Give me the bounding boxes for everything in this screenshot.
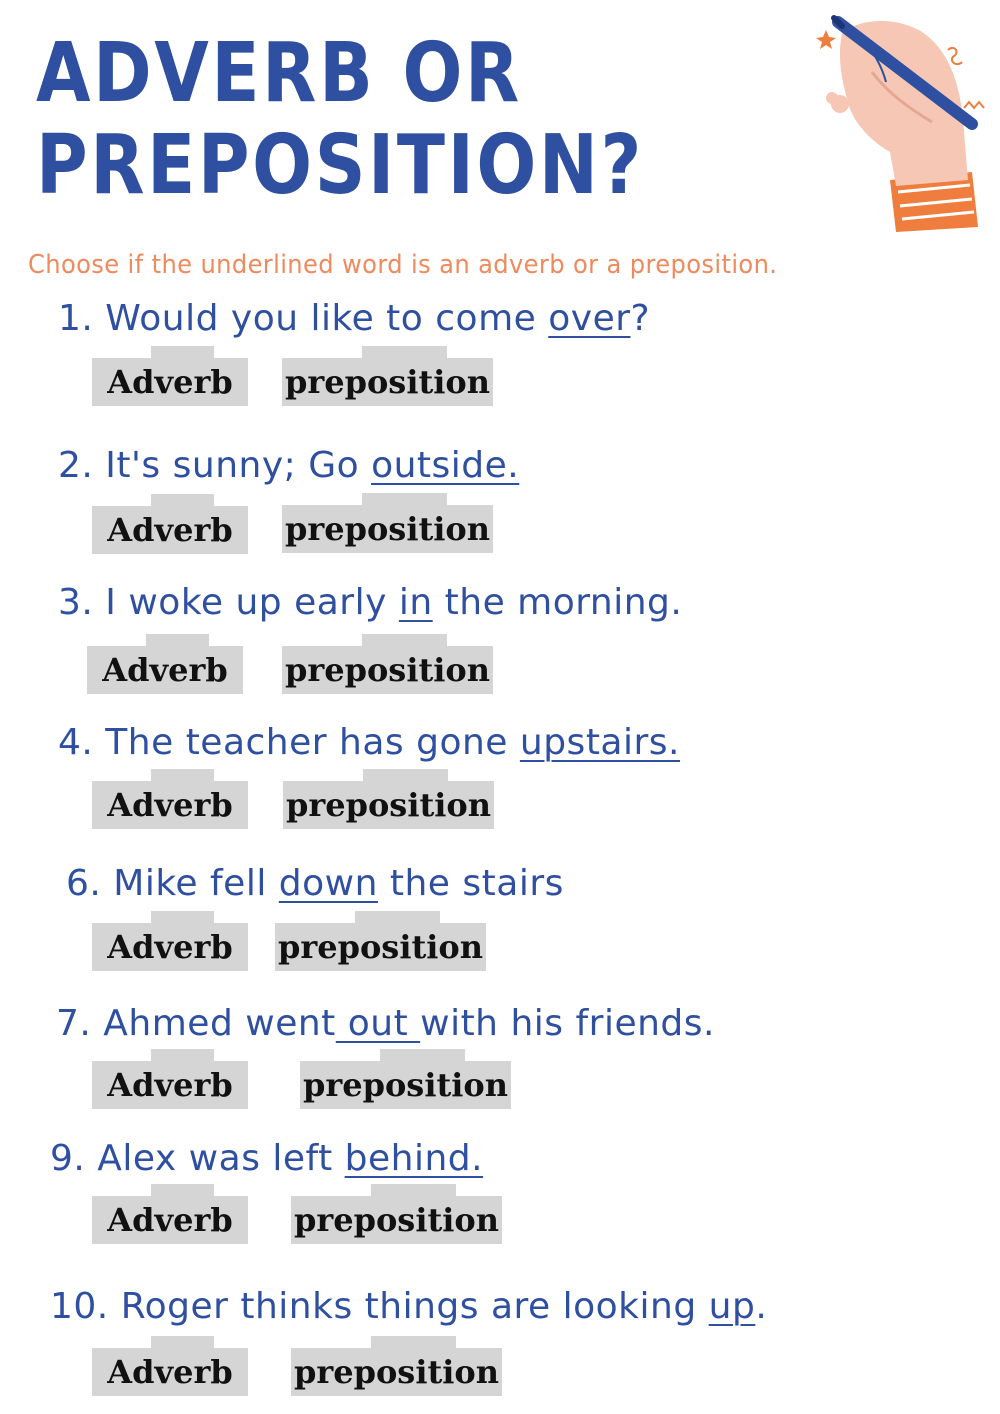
instructions: Choose if the underlined word is an adverb or a preposition.: [28, 250, 778, 280]
question-text: [58, 582, 682, 623]
preposition-option-1[interactable]: [282, 358, 493, 406]
adverb-option-label: Adverb: [107, 511, 233, 549]
adverb-option-2[interactable]: [92, 506, 248, 554]
adverb-option-3[interactable]: [87, 646, 243, 694]
preposition-option-2[interactable]: [282, 505, 493, 553]
adverb-option-6[interactable]: [92, 1061, 248, 1109]
question-text: [58, 722, 680, 763]
preposition-option-label: preposition: [284, 651, 491, 689]
adverb-option-4[interactable]: [92, 781, 248, 829]
adverb-option-5[interactable]: [92, 923, 248, 971]
adverb-option-label: Adverb: [102, 651, 228, 689]
underlined-word: down: [278, 863, 378, 904]
underlined-word: outside.: [371, 445, 520, 486]
preposition-option-7[interactable]: [291, 1196, 502, 1244]
underlined-word: over: [548, 298, 631, 339]
question-prefix: 2. It's sunny; Go: [58, 445, 372, 486]
question-suffix: the stairs: [377, 863, 564, 904]
preposition-option-label: preposition: [293, 1353, 500, 1391]
question-text: [50, 1138, 483, 1179]
title-line-2: PREPOSITION?: [36, 118, 645, 213]
adverb-option-1[interactable]: [92, 358, 248, 406]
preposition-option-label: preposition: [285, 786, 492, 824]
adverb-option-label: Adverb: [107, 786, 233, 824]
question-text: [66, 863, 564, 904]
question-prefix: 7. Ahmed went: [56, 1003, 336, 1044]
question-text: [58, 445, 519, 486]
adverb-option-8[interactable]: [92, 1348, 248, 1396]
preposition-option-label: preposition: [302, 1066, 509, 1104]
adverb-option-label: Adverb: [107, 1066, 233, 1104]
question-suffix: with his friends.: [420, 1003, 715, 1044]
underlined-word: behind.: [344, 1138, 484, 1179]
title-line-1: ADVERB OR: [36, 26, 522, 121]
adverb-option-label: Adverb: [107, 1353, 233, 1391]
worksheet-title: [36, 28, 644, 212]
adverb-option-label: Adverb: [107, 1201, 233, 1239]
underlined-word: up: [708, 1286, 756, 1327]
question-suffix: .: [755, 1286, 768, 1327]
question-prefix: 4. The teacher has gone: [58, 722, 520, 763]
hand-writing-icon: [812, 12, 987, 237]
preposition-option-3[interactable]: [282, 646, 493, 694]
question-suffix: the morning.: [432, 582, 683, 623]
question-text: [58, 298, 650, 339]
adverb-option-7[interactable]: [92, 1196, 248, 1244]
preposition-option-label: preposition: [293, 1201, 500, 1239]
question-prefix: 6. Mike fell: [66, 863, 279, 904]
adverb-option-label: Adverb: [107, 363, 233, 401]
preposition-option-label: preposition: [284, 510, 491, 548]
preposition-option-label: preposition: [277, 928, 484, 966]
underlined-word: upstairs.: [519, 722, 680, 763]
question-suffix: ?: [630, 298, 651, 339]
question-text: [50, 1286, 767, 1327]
question-text: [56, 1003, 715, 1044]
preposition-option-label: preposition: [284, 363, 491, 401]
preposition-option-6[interactable]: [300, 1061, 511, 1109]
adverb-option-label: Adverb: [107, 928, 233, 966]
question-prefix: 10. Roger thinks things are looking: [50, 1286, 709, 1327]
preposition-option-8[interactable]: [291, 1348, 502, 1396]
question-prefix: 3. I woke up early: [58, 582, 399, 623]
question-prefix: 9. Alex was left: [50, 1138, 345, 1179]
question-prefix: 1. Would you like to come: [58, 298, 549, 339]
underlined-word: out: [335, 1003, 421, 1044]
preposition-option-5[interactable]: [275, 923, 486, 971]
underlined-word: in: [398, 582, 433, 623]
preposition-option-4[interactable]: [283, 781, 494, 829]
